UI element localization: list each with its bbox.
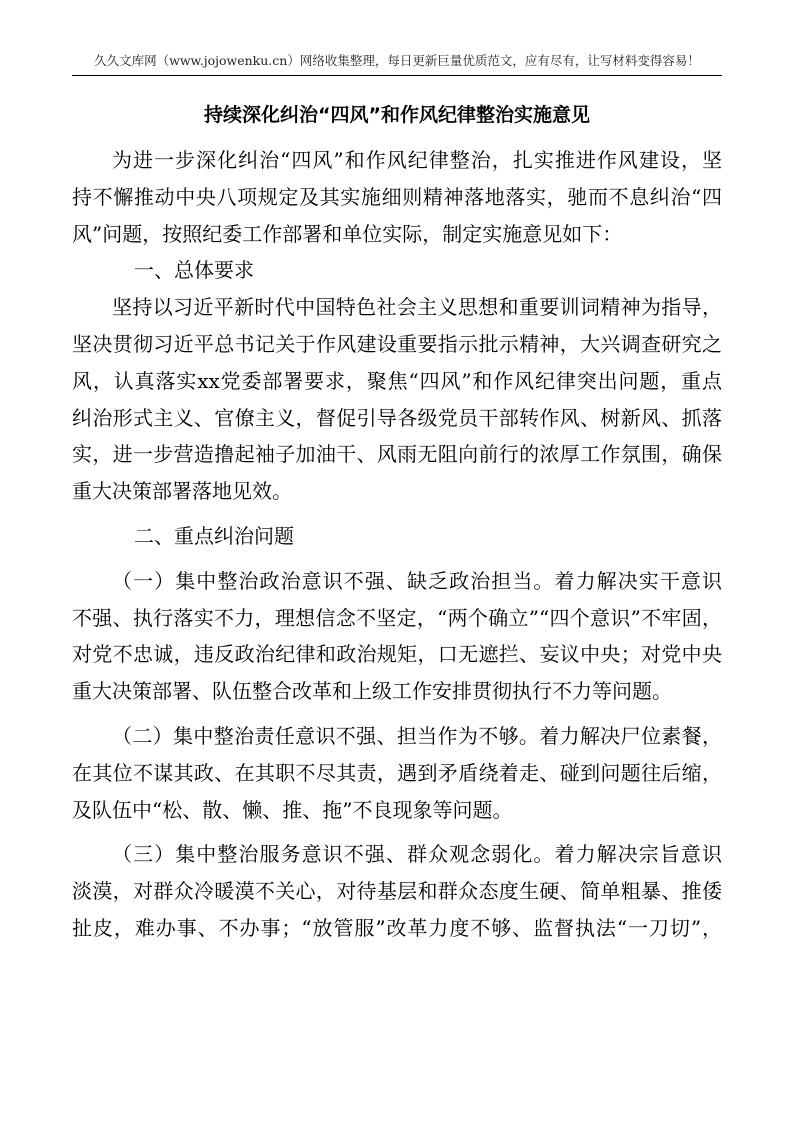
text-line: 持不懈推动中央八项规定及其实施细则精神落地落实，驰而不息纠治“四 [72,184,722,209]
text-line: （三）集中整治服务意识不强、群众观念弱化。着力解决宗旨意识 [112,842,722,867]
text-line: 风”问题，按照纪委工作部署和单位实际，制定实施意见如下： [72,221,623,246]
text-line: 淡漠，对群众冷暖漠不关心，对待基层和群众态度生硬、简单粗暴、推倭 [72,879,722,904]
text-line: 坚决贯彻习近平总书记关于作风建设重要指示批示精神，大兴调查研究之 [72,331,722,356]
text-line: 重大决策部署落地见效。 [72,479,292,504]
page-header: 久久文库网（www.jojowenku.cn）网络收集整理，每日更新巨量优质范文，应有尽有，让写材料变得容易！ [94,53,700,68]
text-line: 纠治形式主义、官僚主义，督促引导各级党员干部转作风、树新风、抓落 [72,405,722,430]
header-divider [72,75,722,76]
document-body [72,142,722,947]
text-line: 及队伍中“松、散、懒、推、拖”不良现象等问题。 [72,797,513,822]
text-line: （一）集中整治政治意识不强、缺乏政治担当。着力解决实干意识 [112,568,722,593]
section-heading-key-issues: 二、重点纠治问题 [134,523,294,548]
text-line: 在其位不谋其政、在其职不尽其责，遇到矛盾绕着走、碰到问题往后缩， [72,760,722,785]
text-line: 重大决策部署、队伍整合改革和上级工作安排贯彻执行不力等问题。 [72,679,672,704]
intro-paragraph [72,142,722,252]
text-line: 坚持以习近平新时代中国特色社会主义思想和重要训词精神为指导， [112,295,722,320]
text-line: 实，进一步营造撸起袖子加油干、风雨无阻向前行的浓厚工作氛围，确保 [72,442,722,467]
key-issue-item-3 [72,836,722,946]
text-line: 扯皮，难办事、不办事；“放管服”改革力度不够、监督执法“一刀切”， [72,915,722,940]
text-line: 风，认真落实xx党委部署要求，聚焦“四风”和作风纪律突出问题，重点 [72,368,722,393]
general-requirements-paragraph [72,289,722,510]
document-title: 持续深化纠治“四风”和作风纪律整治实施意见 [204,104,590,126]
text-line: 不强、执行落实不力，理想信念不坚定，“两个确立”“四个意识”不牢固， [72,605,722,630]
text-line: （二）集中整治责任意识不强、担当作为不够。着力解决尸位素餐， [112,723,722,748]
key-issue-item-2 [72,718,722,828]
text-line: 对党不忠诚，违反政治纪律和政治规矩，口无遮拦、妄议中央；对党中央 [72,642,722,667]
section-heading-general-requirements: 一、总体要求 [134,258,254,283]
text-line: 为进一步深化纠治“四风”和作风纪律整治，扎实推进作风建设，坚 [112,148,722,172]
key-issue-item-1 [72,563,722,710]
